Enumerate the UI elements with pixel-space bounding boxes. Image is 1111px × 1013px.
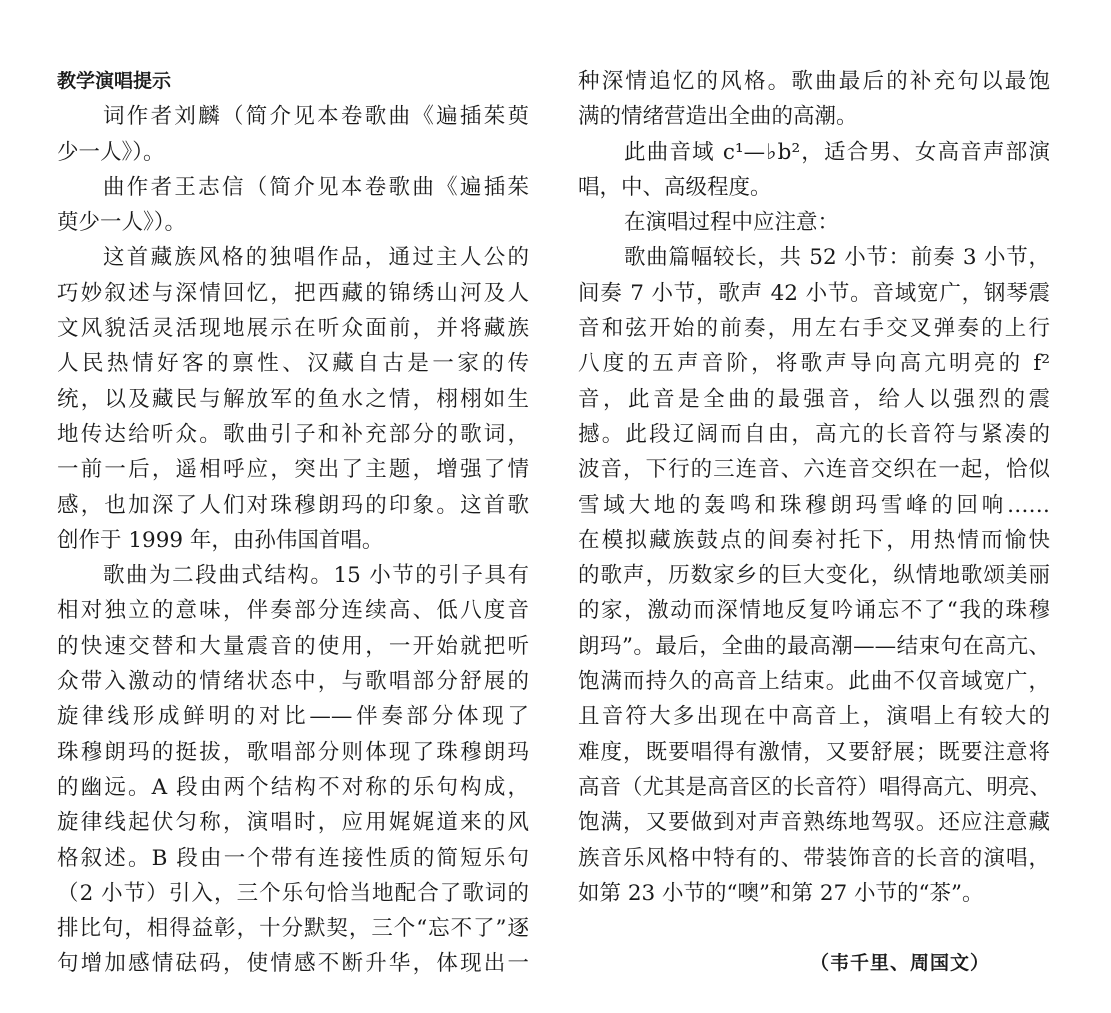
text-line: 唱，中、高级程度。 (578, 174, 772, 200)
right-column (578, 64, 1050, 911)
text-line: 萸少一人》）。 (57, 210, 187, 236)
text-line: 歌曲篇幅较长，共 52 小节：前奏 3 小节， (624, 245, 1050, 271)
text-line: 如第 23 小节的“噢”和第 27 小节的“茶”。 (578, 880, 984, 906)
text-line: 种深情追忆的风格。歌曲最后的补充句以最饱 (578, 69, 1050, 94)
text-line: （2 小节）引入，三个乐句恰当地配合了歌词的 (57, 880, 529, 906)
text-line: 饱满，又要做到对声音熟练地驾驭。还应注意藏 (578, 810, 1050, 836)
text-line: 句增加感情砝码，使情感不断升华，体现出一 (57, 951, 529, 977)
text-line: 音，此音是全曲的最强音，给人以强烈的震 (578, 386, 1050, 412)
text-line: 在模拟藏族鼓点的间奏衬托下，用热情而愉快 (578, 527, 1050, 553)
text-line: 间奏 7 小节，歌声 42 小节。音域宽广，钢琴震 (578, 280, 1050, 306)
text-line: 旋律线起伏匀称，演唱时，应用娓娓道来的风 (57, 810, 529, 836)
text-line: 珠穆朗玛的挺拔，歌唱部分则体现了珠穆朗玛 (57, 739, 529, 765)
text-line: 一前一后，遥相呼应，突出了主题，增强了情 (57, 457, 529, 483)
text-line: 地传达给听众。歌曲引子和补充部分的歌词， (57, 421, 529, 447)
text-line: 饱满而持久的高音上结束。此曲不仅音域宽广， (578, 669, 1050, 695)
text-line: 这首藏族风格的独唱作品，通过主人公的 (103, 245, 529, 271)
text-line: 感，也加深了人们对珠穆朗玛的印象。这首歌 (57, 492, 529, 518)
text-line: 旋律线形成鲜明的对比——伴奏部分体现了 (57, 704, 529, 730)
text-line: 此曲音域 c¹—♭b²，适合男、女高音声部演 (624, 139, 1050, 165)
text-line: 难度，既要唱得有激情，又要舒展；既要注意将 (578, 739, 1050, 765)
text-line: 巧妙叙述与深情回忆，把西藏的锦绣山河及人 (57, 280, 529, 306)
text-line: 族音乐风格中特有的、带装饰音的长音的演唱， (578, 845, 1050, 871)
text-line: 的家，激动而深情地反复吟诵忘不了“我的珠穆 (578, 598, 1050, 624)
text-line: 波音，下行的三连音、六连音交织在一起，恰似 (578, 457, 1050, 483)
text-line: 相对独立的意味，伴奏部分连续高、低八度音 (57, 598, 529, 624)
text-line: 高音（尤其是高音区的长音符）唱得高亢、明亮、 (578, 774, 1052, 800)
text-line: 雪域大地的轰鸣和珠穆朗玛雪峰的回响…… (578, 492, 1050, 518)
text-line: 满的情绪营造出全曲的高潮。 (578, 104, 858, 130)
text-line: 且音符大多出现在中高音上，演唱上有较大的 (578, 704, 1050, 730)
text-line: 曲作者王志信（简介见本卷歌曲《遍插茱 (103, 174, 529, 200)
text-line: 在演唱过程中应注意： (624, 210, 840, 236)
text-line: 众带入激动的情绪状态中，与歌唱部分舒展的 (57, 669, 529, 695)
text-line: 创作于 1999 年，由孙伟国首唱。 (57, 527, 384, 553)
text-line: 八度的五声音阶，将歌声导向高亢明亮的 f² (578, 351, 1050, 377)
text-line: 歌曲为二段曲式结构。15 小节的引子具有 (103, 563, 529, 589)
text-line: 少一人》）。 (57, 139, 165, 165)
text-line: 的幽远。A 段由两个结构不对称的乐句构成， (57, 774, 529, 800)
section-heading: 教学演唱提示 (57, 70, 172, 92)
text-line: 人民热情好客的禀性、汉藏自古是一家的传 (57, 351, 529, 377)
author-signature: （韦千里、周国文） (810, 952, 991, 974)
text-line: 朗玛”。最后，全曲的最高潮——结束句在高亢、 (578, 633, 1050, 659)
text-line: 文风貌活灵活现地展示在听众面前，并将藏族 (57, 316, 529, 342)
text-line: 撼。此段辽阔而自由，高亢的长音符与紧凑的 (578, 421, 1050, 447)
text-line: 词作者刘麟（简介见本卷歌曲《遍插茱萸 (103, 104, 529, 130)
text-line: 的歌声，历数家乡的巨大变化，纵情地歌颂美丽 (578, 563, 1050, 589)
text-line: 统，以及藏民与解放军的鱼水之情，栩栩如生 (57, 386, 529, 412)
text-line: 的快速交替和大量震音的使用，一开始就把听 (57, 633, 529, 659)
left-column (57, 64, 529, 982)
text-line: 格叙述。B 段由一个带有连接性质的简短乐句 (57, 845, 529, 871)
text-line: 音和弦开始的前奏，用左右手交叉弹奏的上行 (578, 316, 1050, 342)
text-line: 排比句，相得益彰，十分默契，三个“忘不了”逐 (57, 916, 529, 942)
